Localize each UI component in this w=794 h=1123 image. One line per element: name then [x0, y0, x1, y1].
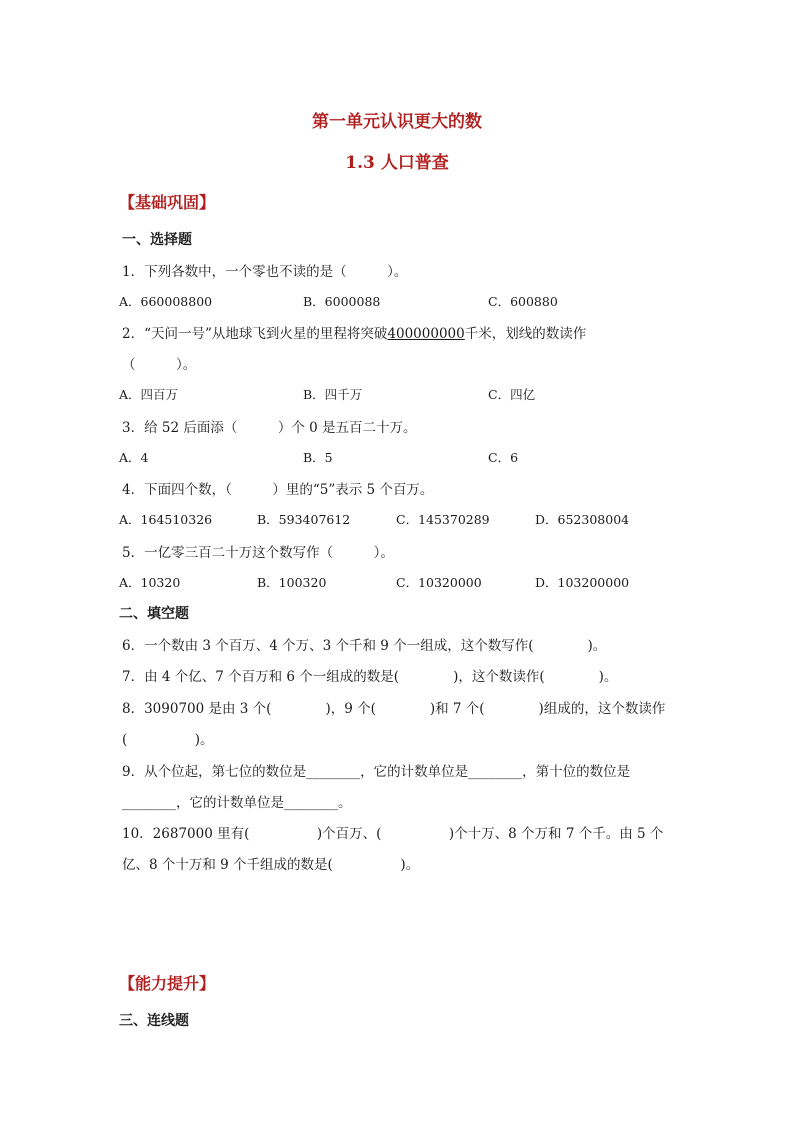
q4-option-c: C．145370289: [396, 512, 490, 527]
question-3: 3．给 52 后面添（ ）个 0 是五百二十万。: [122, 420, 417, 436]
q1-option-b: B．6000088: [303, 294, 381, 309]
q4-option-a: A．164510326: [119, 512, 213, 527]
question-9-line2: ________，它的计数单位是________。: [122, 795, 352, 811]
q4-option-d: D．652308004: [535, 512, 630, 527]
q2-option-c: C．四亿: [488, 387, 536, 402]
q3-option-b: B．5: [303, 450, 333, 465]
question-5: 5．一亿零三百二十万这个数写作（ ）。: [122, 545, 394, 561]
q5-option-c: C．10320000: [396, 575, 482, 590]
question-2-line2: （ ）。: [122, 357, 197, 373]
question-10-line2: 亿、8 个十万和 9 个千组成的数是( )。: [122, 857, 420, 873]
q4-option-b: B．593407612: [257, 512, 351, 527]
q2-text-pre: 2．“天问一号”从地球飞到火星的里程将突破: [122, 326, 388, 342]
question-4: 4．下面四个数，（ ）里的“5”表示 5 个百万。: [122, 482, 434, 498]
question-9: 9．从个位起，第七位的数位是________，它的计数单位是________，第十位的数位是: [122, 764, 631, 780]
section-basic: 【基础巩固】: [119, 193, 216, 212]
q1-option-a: A．660008800: [119, 294, 213, 309]
question-6: 6．一个数由 3 个百万、4 个万、3 个千和 9 个一组成，这个数写作( )。: [122, 638, 607, 654]
q1-option-c: C．600880: [488, 294, 558, 309]
part-choice-heading: 一、选择题: [122, 232, 192, 248]
page-subtitle: 1.3 人口普查: [345, 153, 449, 173]
q2-underlined-number: 400000000: [387, 326, 465, 342]
question-7: 7．由 4 个亿、7 个百万和 6 个一组成的数是( )，这个数读作( )。: [122, 669, 618, 685]
question-8-line2: ( )。: [122, 732, 214, 748]
q2-option-a: A．四百万: [119, 387, 179, 402]
q3-option-a: A．4: [119, 450, 149, 465]
q2-option-b: B．四千万: [303, 387, 363, 402]
question-8: 8．3090700 是由 3 个( )，9 个( )和 7 个( )组成的，这个数读作: [122, 701, 666, 717]
page-title: 第一单元认识更大的数: [312, 112, 482, 132]
q2-text-post: 千米，划线的数读作: [464, 326, 587, 342]
q5-option-a: A．10320: [119, 575, 181, 590]
q5-option-d: D．103200000: [535, 575, 630, 590]
q5-option-b: B．100320: [257, 575, 327, 590]
part-fill-heading: 二、填空题: [119, 606, 189, 622]
question-10: 10．2687000 里有( )个百万、( )个十万、8 个万和 7 个千。由 5 个: [122, 826, 664, 842]
section-advanced: 【能力提升】: [119, 974, 216, 993]
q3-option-c: C．6: [488, 450, 519, 465]
question-2: [122, 322, 586, 342]
question-1: 1．下列各数中，一个零也不读的是（ ）。: [122, 264, 408, 280]
part-matching-heading: 三、连线题: [119, 1013, 189, 1029]
